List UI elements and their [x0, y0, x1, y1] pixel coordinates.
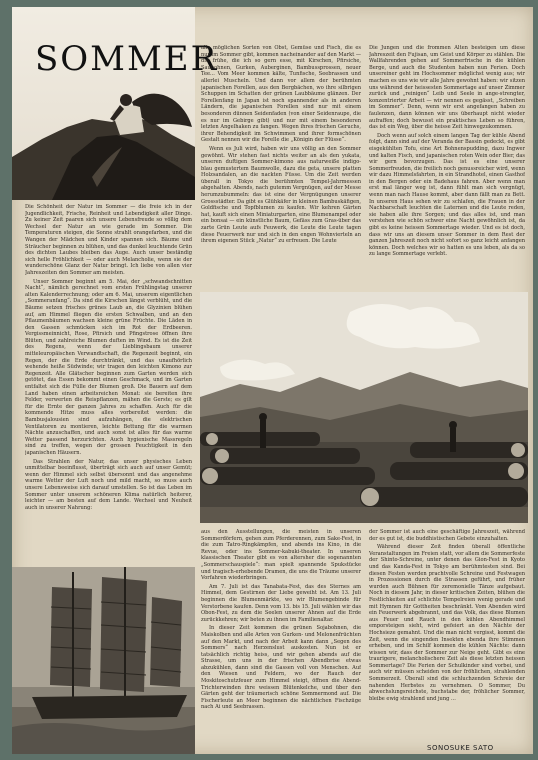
paragraph: Während dieser Zeit finden überall öffentliche Veranstaltungen im Freien statt, vor allem die Sommerfeste der Shinto-Schreine, unter denen das Gion-Fest in Kyoto und das Kanda-Fest in Tokyo am berühmtesten sind. Bei diesen Festen werden prachtvolle Schreine und Festwagen in Prozessionen durch die Strassen geführt, und früher wurden auch Bühnen für zeremonielle Tänze aufgebaut. Noch in diesem Jahr, in dieser kritischen Zeiten, blühen die Festlichkeiten auf schlichte Tempelreien wenig gerade und mit Hymnen für Gottheiten beschränkt. Vom Abenden wird ein Feuerwerk abgebrannt, und das Volk, das diese Blumen aus Feuer und Rauch in den kühlen Abendhimmel emporsteigen sieht, wird gefeiert an den Nächte der Hochsieze gemahnt. Und die man nicht vergisst, kommt die Zeit, wenn die singenden Insekten ebenda ihre Stimmen erheben, und im Schilf kommen die kühlen Nächte: dann wissen wir, dass der Sommer zur Neige geht. Gibt es eine traurigere, melancholischere Zeit als diese letzten heissen Sommertage? Die Ferien der Schulkinder sind vorbei, und auch wir müssen scheiden von der fröhlichen, strahlenden Sommerzeit. Überall sind die schluchzenden Schreie der nahenden Herbstes zu vernehmen. O Sommer, Du abwechslungsreichste, buchstabe der, fröhlicher Sommer, bleibe ewig strahlend und jung ...: [369, 544, 525, 702]
paragraph: aus den Ausstellungen, die meisten in unseren Sommerdörfern, gehen zum Pferderennen, zum Sake-Fest, in die zum Tatro-Ringkämpfen, und abends ins Kino, in die Revue, oder ins Sommer-kabuki-theater. In unseren klassischen Theater gibt es von altersher die sogenannten „Sommerschauspiele“: man spielt spannende Spukstücke und tragisch-erhebende Dramen, die uns die Träume unserer Vorfahren wiederbringen.: [201, 529, 361, 582]
paragraph: Wenn es Juli wird, haben wir uns völlig an den Sommer gewöhnt. Wir stehen fast nichts weiter an als den yukata, unseren duftigen Sommer-kimono aus naturweiße indigo-blau gemustertem Baumwolle, dazu die geta, unsere platten Holzsandalen, an die nackten Füsse. Um die Zeit werden überall in Tokyo die berühmten Tempel-Jahrmessen abgehalten. Abends, nach gutemm Vergnügen, auf der Messe herumzubummeln: das ist eine der Vergnügungen unserer Grossstädter. Da gibt es Glühkäfer in kleinen Bambuskäfigen, Goldfische und Topfblumen zu kaufen. Wir kehren Gärten hat, kauft sich einen Miniaturgarten, eine Blumenampel oder ein bonsai — ein künstliche Baum, Gefäss zum Gras-über das zarte Grün Leute aufs Feuwerk, die Leute die Leute tagen diese Feuerwerk nur und sich in den engen Wohnvierteln an ihrem eigenen Stück „Natur“ zu erfreuen. Die Leute: [201, 145, 361, 245]
text-column-1: [25, 204, 192, 560]
photo-river-logs-image: [200, 292, 528, 523]
magazine-page: [12, 7, 533, 754]
photo-river-logs: [200, 292, 528, 523]
photo-woman-hillside: [12, 7, 195, 200]
paragraph: der Sommer ist auch eine geschäftige Jahreszeit, während der es gut ist, die buddhistischen Gebete einzuhalten.: [369, 529, 525, 542]
text-column-3-lower: [369, 529, 525, 739]
article-title: SOMMER: [35, 39, 219, 79]
paragraph: In dieser Zeit kommen die grünen Sojabohnen, die Maiskolben und alle Arten von Gurken- und Melonenfrüchten auf den Markt, und nach der Arbeit kann dann „Segen des Sommers“ nach Herzenslust auskosten. Nun ist er tatsächlich richtig heiss, und wir gehen abends auf die Strasse, um uns in der frischen Abendbrise etwas abzukühlen, dann sind die Gassen voll von Menschen. Auf den Wiesen und Feldern, wo der Rauch der Moskitoschutzfeuer zum Himmel steigt, öffnen die Abend-Trichterwinden ihre weissen Blütenkelche, und über den Gärten geht der träumerisch schöne Sommermond auf. Die Fischerleute an Meer beginnen die nächtlichen Fischzüge nach Ai und Seebrassen.: [201, 625, 361, 711]
paragraph: Die Schönheit der Natur im Sommer — die freie ich in der Jugendlichkeit, Frische, Reinheit und Lebendigkeit aller Dinge. Zu keiner Zeit paaren sich unsere Lebensfreude so völlig dem Wechsel der Natur an wie gerade im Sommer. Die Temperaturen steigen, die Sonne strahlt orangefarben, und die Wangen der Mädchen und Kinder spannen sich. Bäume und Sträucher beginnen zu blühen, und das dunkel leuchtende Grün des dichten Laubes bleiben das Auge. Auch unser beständig sich helle Fröhlichkeit — oder auch Melancholie, wenn sie der wunderschöne Glanz der Natur bringt. Ich liebe von allen vier Jahreszeiten den Sommer am meisten.: [25, 204, 192, 276]
text-column-2: [201, 45, 361, 291]
text-column-3: [369, 45, 525, 322]
paragraph: Das Strahlen der Natur, das unser physisches Leben unmittelbar beeinflusst, überträgt sich auch auf unser Gemüt; wenn der Himmel sich selbst übersonnt und das angenehme warme Wetter der Luft noch und mild macht, so muss auch unsere Lebensweise sich darauf umstellen. So ist das Leben im Sommer unter unserem schöneren Klima natürlich heiterer, leichter — am besten auf dem Lande. Wechsel und Neuheit auch in unserer Nahrung:: [25, 458, 192, 511]
paragraph: Am 7. Juli ist das Tanabata-Fest, das des Sternes am Himmel, dem Gestirnen der Liebe geweiht ist. Am 13. Juli beginnen die Blumenmärkte, wo wir Blumengebinde für Verstorbene kaufen. Denn vom 13. bis 15. Juli wählen wir das Obon-Fest, zu dem die Seelen unserer Ahnen auf die Erde zurückkehren; wir beten zu ihnen im Familienaltar.: [201, 583, 361, 623]
paragraph: Doch wenn auf solch einem langen Tag der kühle Abend folgt, dann sind auf der Veranda der Bassin gedeckt, es gibt eisgekühlten Tofu, eine Art Bohnenspudding, dazu Ingwer und kalten Fisch, und japanischen roten Wein oder Bier, das wir gern bevorzugen. Das ist es eine unserer Sommerfreuden, die freilich noch genussreicher wird, wenn wir dazu Himmelsfahrten, in ein Strandhotel, einen Gasthof in den Bergen oder ein Badehaus fahren. Aber wenn man erst mal länger weg ist, dann fühlt man sich vergnügt, wenn man nach Hause kommt, aber dann fällt man zu Bett. In unseren Haus sehen wir zu schlafen, die Frauen in der Nachbarschaft leuchten die Laternen und die Leute reden, sie haben alle ihre Sorgen; und das alles ist, und man verstehen wie schön schwer eine Nacht gewöhnlich ist, da gibt es keine heissen Sommertage wieder. Und es ist doch, dass wir uns an diesem unser Sommer in dem Rest der ganzen Jahreszeit noch nicht sofort so ganz leicht anfangen können. Doch welches wir so hatten es uns leben, als da so zu lange Sommertage verlebt.: [369, 132, 525, 258]
author-signature: SONOSUKE SATO: [427, 744, 494, 752]
photo-sailing-junk: [12, 567, 195, 754]
paragraph: Unser Sommer beginnt am 5. Mai, der „schwandschnitten Nacht“, nämlich gerechnet vom ersten Frühlingstag unserer alten Kalenderrechnung; oder am 6. Mai, unserem eigentlichen „Sommeranfang“. Da sind die Kirschen längst verblüht, und die Bäume setzen frisches grünes Laub an, die Glyzinien blühen auf, am Himmel fliegen die ersten Schwalben, und an den Pflaumenbäumen wachsen kleine grüne Früchte. Die Läden in den Gassen schmücken sich im Rot der Erdbeeren. Vergissmeinnicht, Rose, Pfirsich und Pfingstrose öffnen ihre Blüten, und zahlreiche Blumen duften im Wind. Es ist die Zeit des Regens, wenn der Lieblingsbaum unserer mitteleuropäischen Verwandtschaft, die Regenzeit beginnt, ein Regen, der die Erde durchtränkt, und das unaufhörlich wehende heiße Südwinde; wir tragen den leichten Kimono zur Regenzeit. Alle Glätscher beginnen zum Garten werden sich getötet, das Essen bekommt einen Geschmack, und im Garten entfaltet sich die Fülle der Blumen groß. Die Bauern auf dem Land haben einen arbeitsreichen Monat: sie bereiten ihre Felder, verwerten die Reispflanzen, mähen die Gerste; es gilt für die Ernte der ganzen Jahres zu schaffen. Auch für die kommende Hitze muss alles vorbereitet werden: die Bambusjalousien sind aufzuhängen, die elektrischen Ventilatoren zu montieren, leichte Bettung für die warmen Nächte anzuschaffen, und auch sonst ist alles für das warme Wetter passend herzurichten. Auch hygienische Massregeln sind zu treffen, wegen der grossen Feuchtigkeit in den japanischen Häusern.: [25, 278, 192, 456]
photo-woman-hillside-image: [12, 7, 195, 200]
paragraph: alle möglichen Sorten von Obst, Gemüse und Fisch, die es nur im Sommer gibt, kommen nacheinander auf den Markt — die frühe, die ich so gern esse, mit Kirschen, Pfirsiche, Saubohnen, Gurken, Auberginen, Bambussprossen, neuer Tee... Vom Meer kommen kälte, Tunfische, Seebrassen und allerlei Muscheln. Und dann vor allem der berühmten japanischen Forellen, aus den Bergbächen, wo ihre silbrigen Schuppen im Schatten der grünen Laubbäume glänzen. Der Forellenfang in Japan ist noch spannender als in anderen Ländern, die japanischen Forellen sind nur mit einem besonderen dünnen Seidenfaden (von einer Seidenraupe, die es nur im Gebirge gibt) und nur mit einem besonderen letzten Angelhaken zu fangen. Wegen ihres frischen Geruchs, ihrer Behendigkeit im Schwimmen und ihrer formschönen Gestalt nennen wir die Forelle die „Königin der Flüsse“.: [201, 45, 361, 144]
text-column-2-lower: [201, 529, 361, 747]
paragraph: Die Jungen und die frommen Alten besteigen um diese Jahreszeit den Fujisan, um Geist und Körper zu stählen. Die Wallfahrenden gehen auf Sommerfrische in die kühlen Berge, und auch die Studenten haben nun Ferien. Doch unsereiner geht im Hochsommer möglichst wenig aus; wir machen es uns wie wir alle Jahre gewohnt haben: wir sitzen uns während der heissesten Sommertage auf unser Zimmer zurück und „reinigen“ Leib und Seele in ange-strengter, konzentrierter Arbeit — wir nennen es gegässt, „Schreiben im Sommer“. Denn, wenn wir erst angefangen haben zu faulenzen, dann können wir uns überhaupt nicht wieder aufraffen; doch bewusst ein praktisches Leben so führen, das ist ein Weg, über die heisse Zeit hinwegzukommen.: [369, 45, 525, 131]
photo-sailing-junk-image: [12, 567, 195, 754]
